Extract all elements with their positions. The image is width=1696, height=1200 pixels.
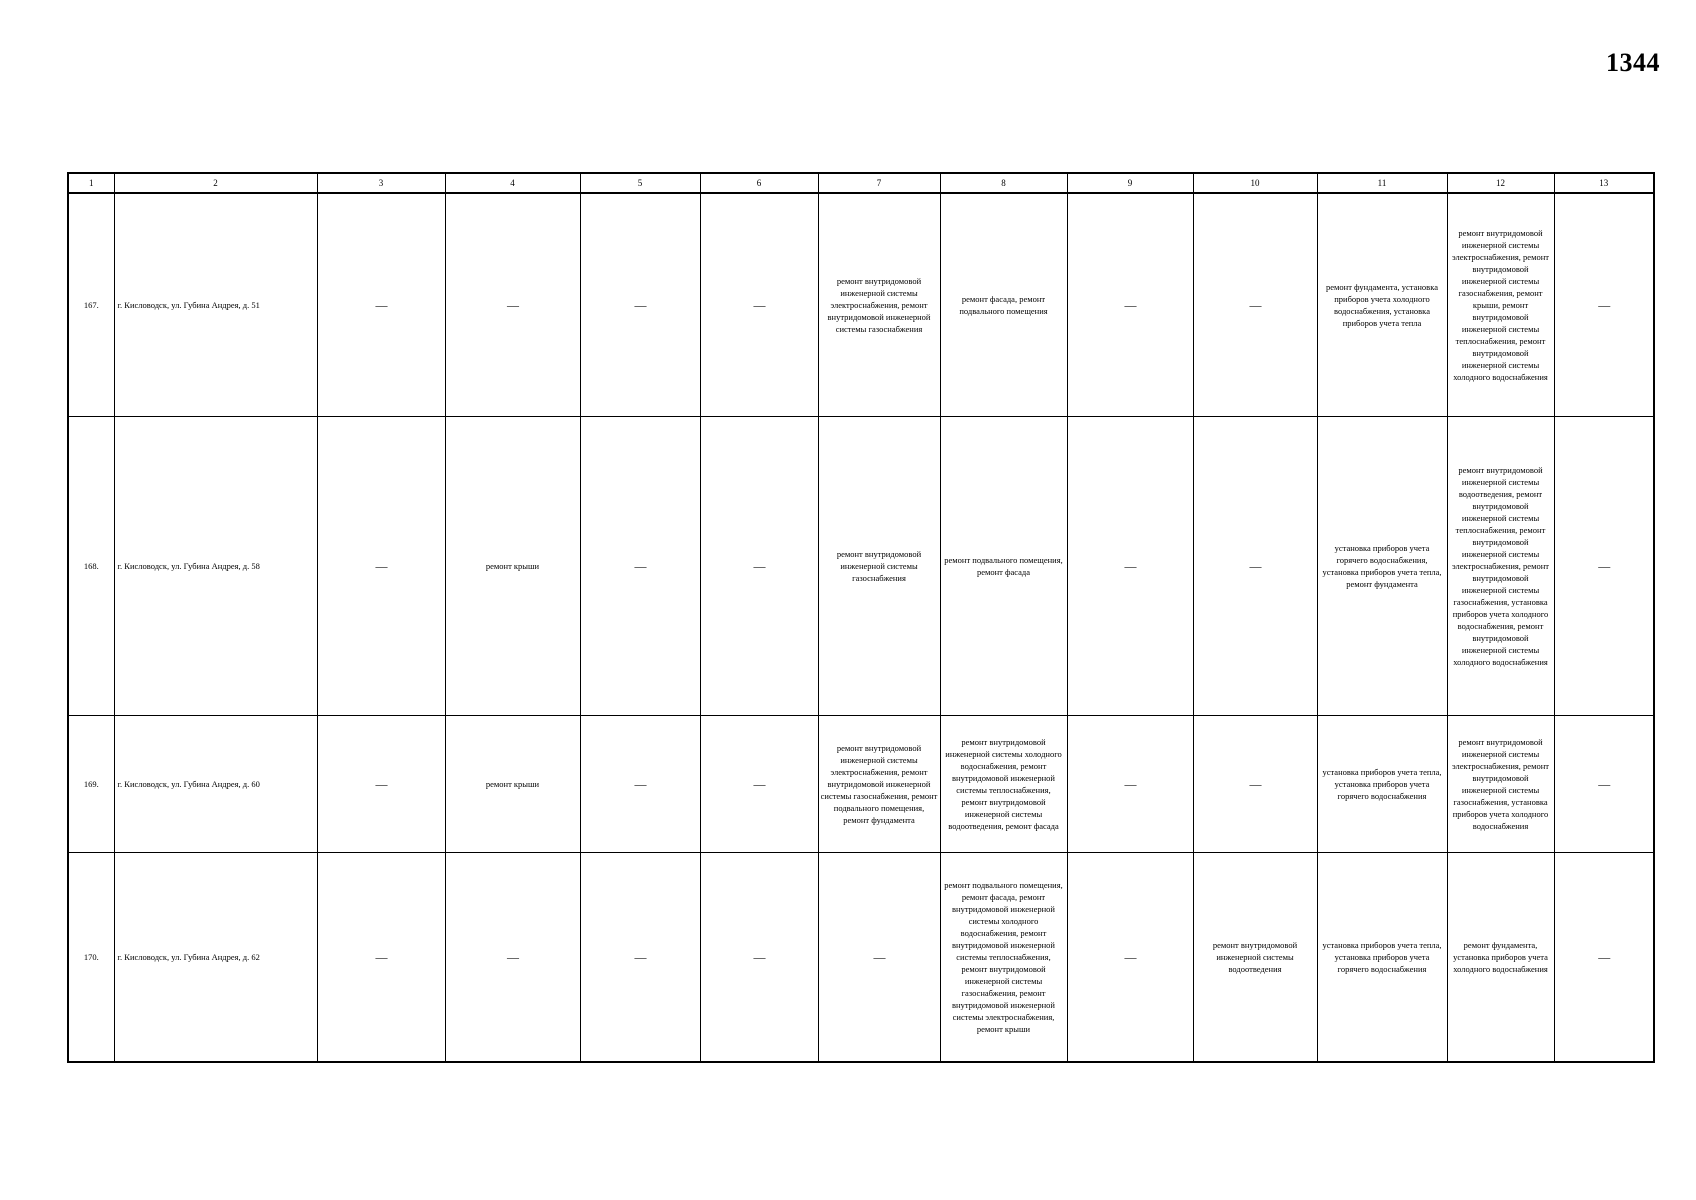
header-row	[68, 173, 1654, 193]
table-cell: ремонт внутридомовой инженерной системы электроснабжения, ремонт внутридомовой инженерной системы газоснабжения, ремонт подвального помещения, ремонт фундамента	[818, 716, 940, 853]
address-cell: г. Кисловодск, ул. Губина Андрея, д. 58	[114, 417, 317, 716]
column-header: 5	[580, 173, 700, 193]
table-cell: установка приборов учета тепла, установка приборов учета горячего водоснабжения	[1317, 716, 1447, 853]
table-cell: —	[700, 417, 818, 716]
table-row	[68, 853, 1654, 1063]
column-header: 6	[700, 173, 818, 193]
table-cell: —	[317, 716, 445, 853]
address-cell: г. Кисловодск, ул. Губина Андрея, д. 62	[114, 853, 317, 1063]
table-cell: —	[1554, 853, 1654, 1063]
column-header: 9	[1067, 173, 1193, 193]
table-cell: установка приборов учета горячего водоснабжения, установка приборов учета тепла, ремонт фундамента	[1317, 417, 1447, 716]
table-cell: —	[445, 193, 580, 417]
table-cell: ремонт фундамента, установка приборов учета холодного водоснабжения, установка приборов учета тепла	[1317, 193, 1447, 417]
table-row	[68, 193, 1654, 417]
table-cell: —	[580, 193, 700, 417]
row-number: 170.	[68, 853, 114, 1063]
address-cell: г. Кисловодск, ул. Губина Андрея, д. 51	[114, 193, 317, 417]
row-number: 167.	[68, 193, 114, 417]
table-cell: —	[1067, 853, 1193, 1063]
row-number: 169.	[68, 716, 114, 853]
row-number: 168.	[68, 417, 114, 716]
page-number: 1344	[1606, 48, 1660, 77]
table-cell: ремонт внутридомовой инженерной системы электроснабжения, ремонт внутридомовой инженерной системы газоснабжения, установка приборов учета холодного водоснабжения	[1447, 716, 1554, 853]
column-header: 12	[1447, 173, 1554, 193]
table-cell: —	[580, 716, 700, 853]
table-cell: ремонт внутридомовой инженерной системы газоснабжения	[818, 417, 940, 716]
table-cell: ремонт крыши	[445, 716, 580, 853]
address-cell: г. Кисловодск, ул. Губина Андрея, д. 60	[114, 716, 317, 853]
table-cell: ремонт внутридомовой инженерной системы холодного водоснабжения, ремонт внутридомовой инженерной системы теплоснабжения, ремонт внутридомовой инженерной системы водоотведения, ремонт фасада	[940, 716, 1067, 853]
table-cell: —	[317, 853, 445, 1063]
table-cell: —	[700, 853, 818, 1063]
table-row	[68, 417, 1654, 716]
column-header: 2	[114, 173, 317, 193]
table-cell: —	[1193, 716, 1317, 853]
table-cell: —	[317, 193, 445, 417]
table-cell: —	[700, 193, 818, 417]
column-header: 11	[1317, 173, 1447, 193]
table-cell: —	[1193, 193, 1317, 417]
table-cell: —	[1554, 417, 1654, 716]
table-cell: —	[1067, 716, 1193, 853]
table-cell: —	[317, 417, 445, 716]
table-cell: ремонт крыши	[445, 417, 580, 716]
table-cell: —	[1554, 716, 1654, 853]
table-cell: —	[580, 417, 700, 716]
table-cell: ремонт фасада, ремонт подвального помещения	[940, 193, 1067, 417]
column-header: 13	[1554, 173, 1654, 193]
table-cell: ремонт внутридомовой инженерной системы водоотведения	[1193, 853, 1317, 1063]
table-cell: —	[445, 853, 580, 1063]
table-cell: —	[1193, 417, 1317, 716]
column-header: 7	[818, 173, 940, 193]
column-header: 4	[445, 173, 580, 193]
table-cell: —	[580, 853, 700, 1063]
table-cell: ремонт фундамента, установка приборов учета холодного водоснабжения	[1447, 853, 1554, 1063]
column-header: 8	[940, 173, 1067, 193]
repair-program-table	[67, 172, 1655, 1063]
column-header: 10	[1193, 173, 1317, 193]
table-row	[68, 716, 1654, 853]
table-cell: ремонт внутридомовой инженерной системы электроснабжения, ремонт внутридомовой инженерной системы газоснабжения, ремонт крыши, ремонт внутридомовой инженерной системы теплоснабжения, ремонт внутридомовой инженерной системы холодного водоснабжения	[1447, 193, 1554, 417]
table-cell: ремонт внутридомовой инженерной системы водоотведения, ремонт внутридомовой инженерной системы теплоснабжения, ремонт внутридомовой инженерной системы электроснабжения, ремонт внутридомовой инженерной системы газоснабжения, установка приборов учета холодного водоснабжения, ремонт внутридомовой инженерной системы холодного водоснабжения	[1447, 417, 1554, 716]
table-cell: —	[700, 716, 818, 853]
table-cell: ремонт подвального помещения, ремонт фасада, ремонт внутридомовой инженерной системы холодного водоснабжения, ремонт внутридомовой инженерной системы теплоснабжения, ремонт внутридомовой инженерной системы газоснабжения, ремонт внутридомовой инженерной системы электроснабжения, ремонт крыши	[940, 853, 1067, 1063]
table-cell: —	[1554, 193, 1654, 417]
table-cell: ремонт подвального помещения, ремонт фасада	[940, 417, 1067, 716]
column-header: 1	[68, 173, 114, 193]
table-cell: —	[818, 853, 940, 1063]
table-cell: ремонт внутридомовой инженерной системы электроснабжения, ремонт внутридомовой инженерной системы газоснабжения	[818, 193, 940, 417]
column-header: 3	[317, 173, 445, 193]
table-cell: —	[1067, 417, 1193, 716]
table-cell: установка приборов учета тепла, установка приборов учета горячего водоснабжения	[1317, 853, 1447, 1063]
table-cell: —	[1067, 193, 1193, 417]
